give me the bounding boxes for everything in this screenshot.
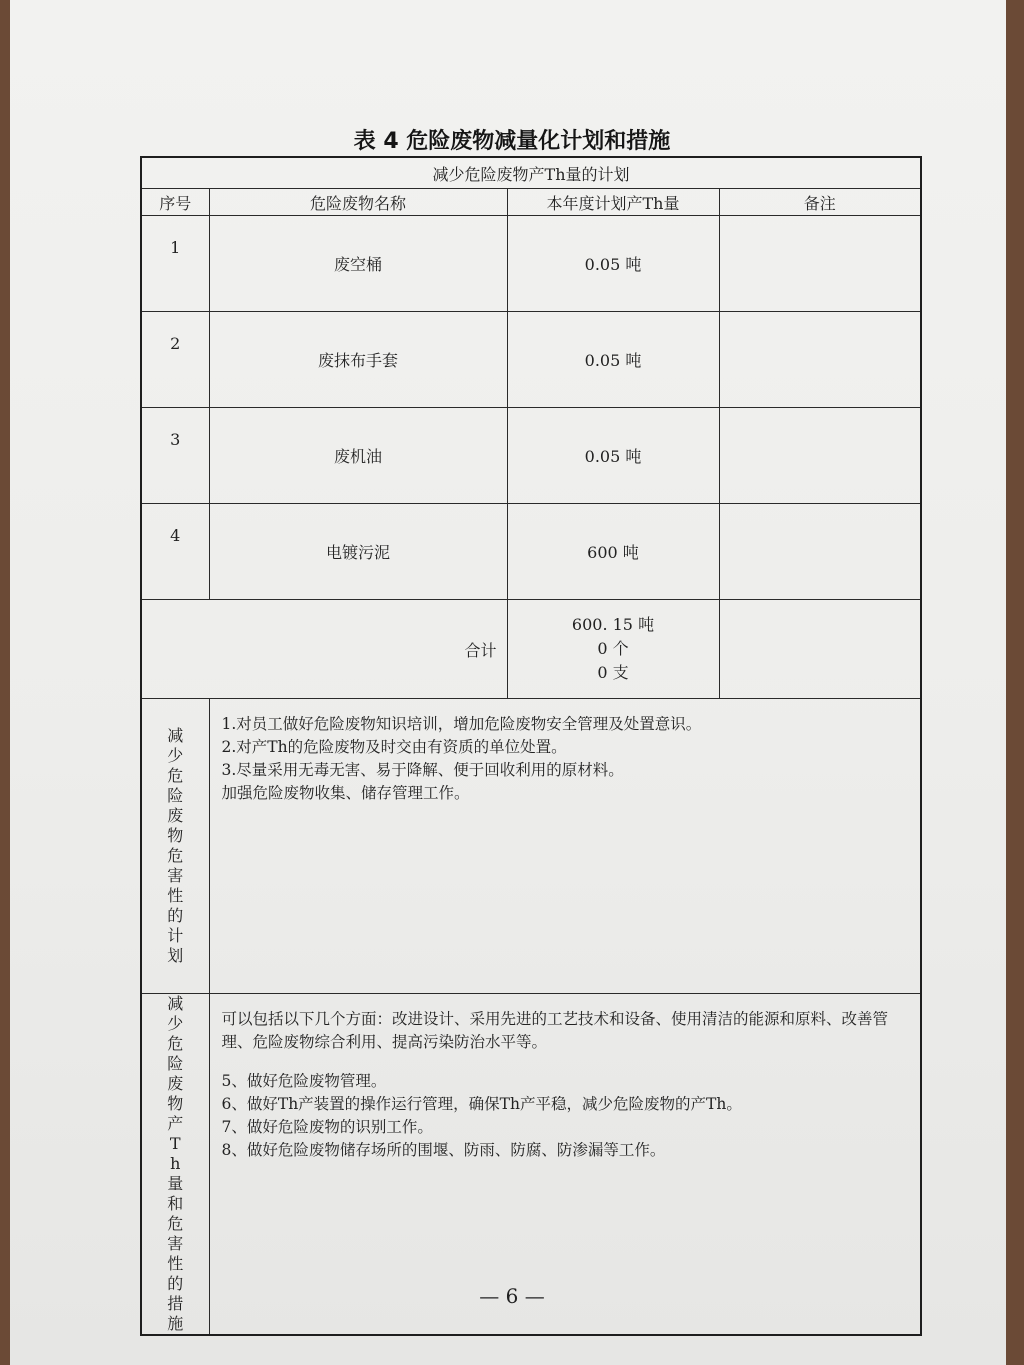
plan-label [141,699,209,994]
plan-label-text: 减少危险废物危害性的计划 [167,726,184,965]
plan-line: 加强危险废物收集、储存管理工作。 [221,784,470,802]
header-remark: 备注 [719,189,921,216]
row-quantity: 0.05 吨 [507,216,719,312]
plan-content [209,699,921,994]
row-seq: 1 [141,216,209,312]
measures-item: 7、做好危险废物的识别工作。 [221,1118,433,1136]
total-remark [719,600,921,699]
measures-item: 5、做好危险废物管理。 [221,1072,387,1090]
row-name: 电镀污泥 [209,504,507,600]
header-quantity: 本年度计划产Th量 [507,189,719,216]
page-title: 表 4 危险废物减量化计划和措施 [353,129,671,154]
waste-reduction-table [140,156,922,1336]
table-row [141,216,921,312]
measures-item: 8、做好危险废物储存场所的围堰、防雨、防腐、防渗漏等工作。 [221,1141,666,1159]
row-name: 废机油 [209,408,507,504]
table-row [141,312,921,408]
plan-section [141,699,921,994]
total-quantity [507,600,719,699]
row-remark [719,312,921,408]
total-row [141,600,921,699]
row-seq: 3 [141,408,209,504]
plan-line: 3.尽量采用无毒无害、易于降解、便于回收利用的原材料。 [221,761,624,779]
row-remark [719,216,921,312]
total-label: 合计 [141,600,507,699]
row-remark [719,504,921,600]
header-seq: 序号 [141,189,209,216]
measures-intro: 可以包括以下几个方面：改进设计、采用先进的工艺技术和设备、使用清洁的能源和原料、改善管理、危险废物综合利用、提高污染防治水平等。 [221,1010,889,1051]
row-quantity: 0.05 吨 [507,408,719,504]
spacer [222,1054,911,1070]
total-sticks: 0 支 [597,663,629,682]
measures-item: 6、做好Th产装置的操作运行管理，确保Th产平稳，减少危险废物的产Th。 [221,1095,742,1113]
header-name: 危险废物名称 [209,189,507,216]
row-quantity: 0.05 吨 [507,312,719,408]
plan-line: 2.对产Th的危险废物及时交由有资质的单位处置。 [221,738,567,756]
measures-label-text: 减少危险废物产Th量和危害性的措施 [167,994,184,1333]
row-remark [719,408,921,504]
row-name: 废空桶 [209,216,507,312]
page-number: — 6 — [479,1284,545,1308]
table-row [141,408,921,504]
plan-line: 1.对员工做好危险废物知识培训，增加危险废物安全管理及处置意识。 [221,715,702,733]
row-quantity: 600 吨 [507,504,719,600]
table-caption: 减少危险废物产Th量的计划 [141,157,921,189]
table-row [141,504,921,600]
row-seq: 2 [141,312,209,408]
row-seq: 4 [141,504,209,600]
row-name: 废抹布手套 [209,312,507,408]
total-tons: 600. 15 吨 [571,615,655,634]
total-pieces: 0 个 [597,639,629,658]
